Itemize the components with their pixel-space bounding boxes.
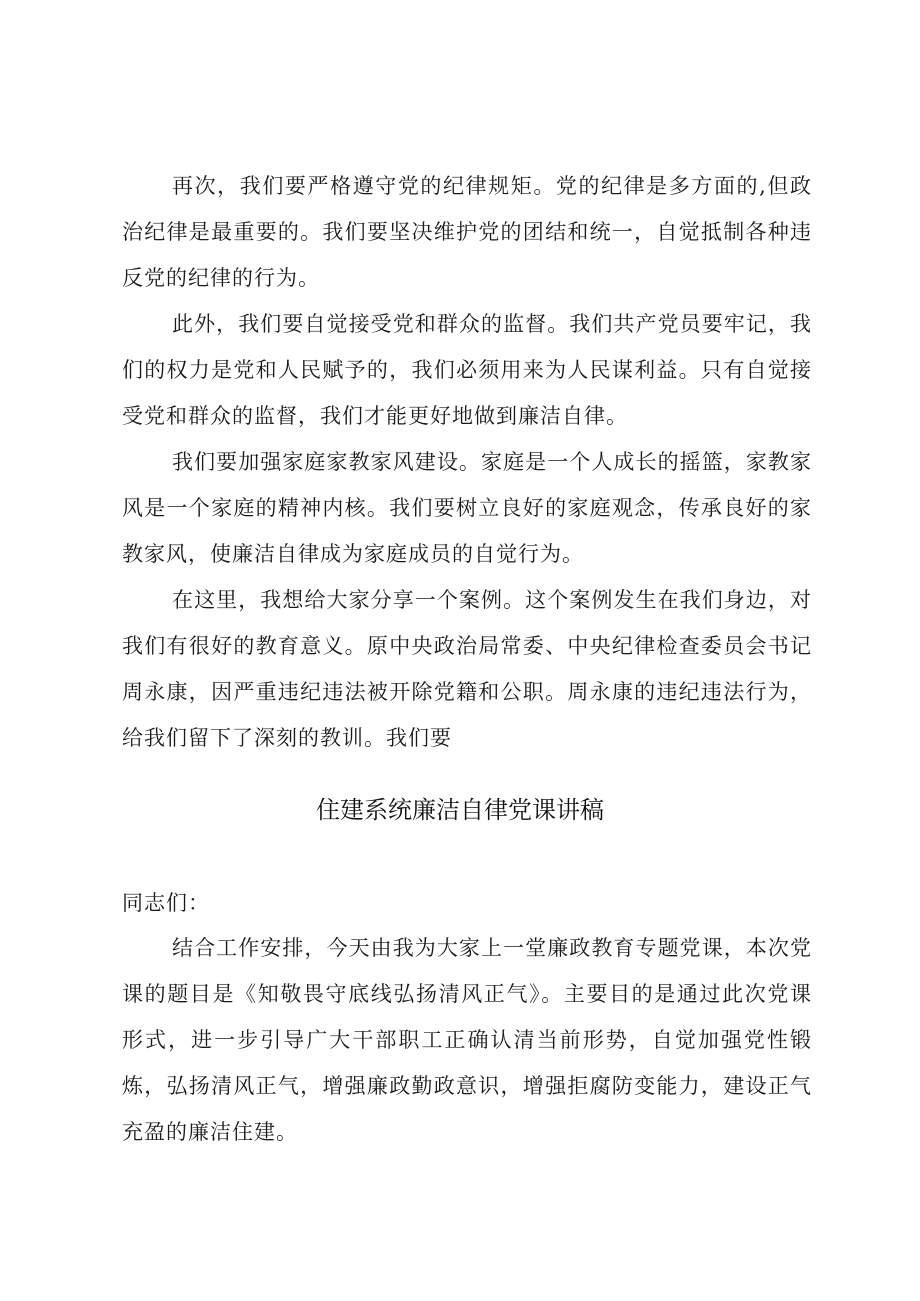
paragraph-introduction: 结合工作安排，今天由我为大家上一堂廉政教育专题党课，本次党课的题目是《知敬畏守底线弘扬清风正气》。主要目的是通过此次党课形式，进一步引导广大干部职工正确认清当前形势，自觉加强党性锻炼，弘扬清风正气，增强廉政勤政意识，增强拒腐防变能力，建设正气充盈的廉洁住建。 <box>122 936 812 1144</box>
paragraph-supervision: 此外，我们要自觉接受党和群众的监督。我们共产党员要牢记，我们的权力是党和人民赋予的，我们必须用来为人民谋利益。只有自觉接受党和群众的监督，我们才能更好地做到廉洁自律。 <box>122 312 812 428</box>
paragraph-family-values: 我们要加强家庭家教家风建设。家庭是一个人成长的摇篮，家教家风是一个家庭的精神内核。我们要树立良好的家庭观念，传承良好的家教家风，使廉洁自律成为家庭成员的自觉行为。 <box>122 450 812 566</box>
paragraph-case-study: 在这里，我想给大家分享一个案例。这个案例发生在我们身边，对我们有很好的教育意义。原中央政治局常委、中央纪律检查委员会书记周永康，因严重违纪违法被开除党籍和公职。周永康的违纪违法行为，给我们留下了深刻的教训。我们要 <box>122 588 812 750</box>
article-body <box>122 925 812 1155</box>
upper-text-section <box>122 163 812 761</box>
salutation: 同志们： <box>122 891 210 915</box>
paragraph-discipline: 再次，我们要严格遵守党的纪律规矩。党的纪律是多方面的,但政治纪律是最重要的。我们要坚决维护党的团结和统一，自觉抵制各种违反党的纪律的行为。 <box>122 174 812 290</box>
document-title: 住建系统廉洁自律党课讲稿 <box>316 796 604 824</box>
